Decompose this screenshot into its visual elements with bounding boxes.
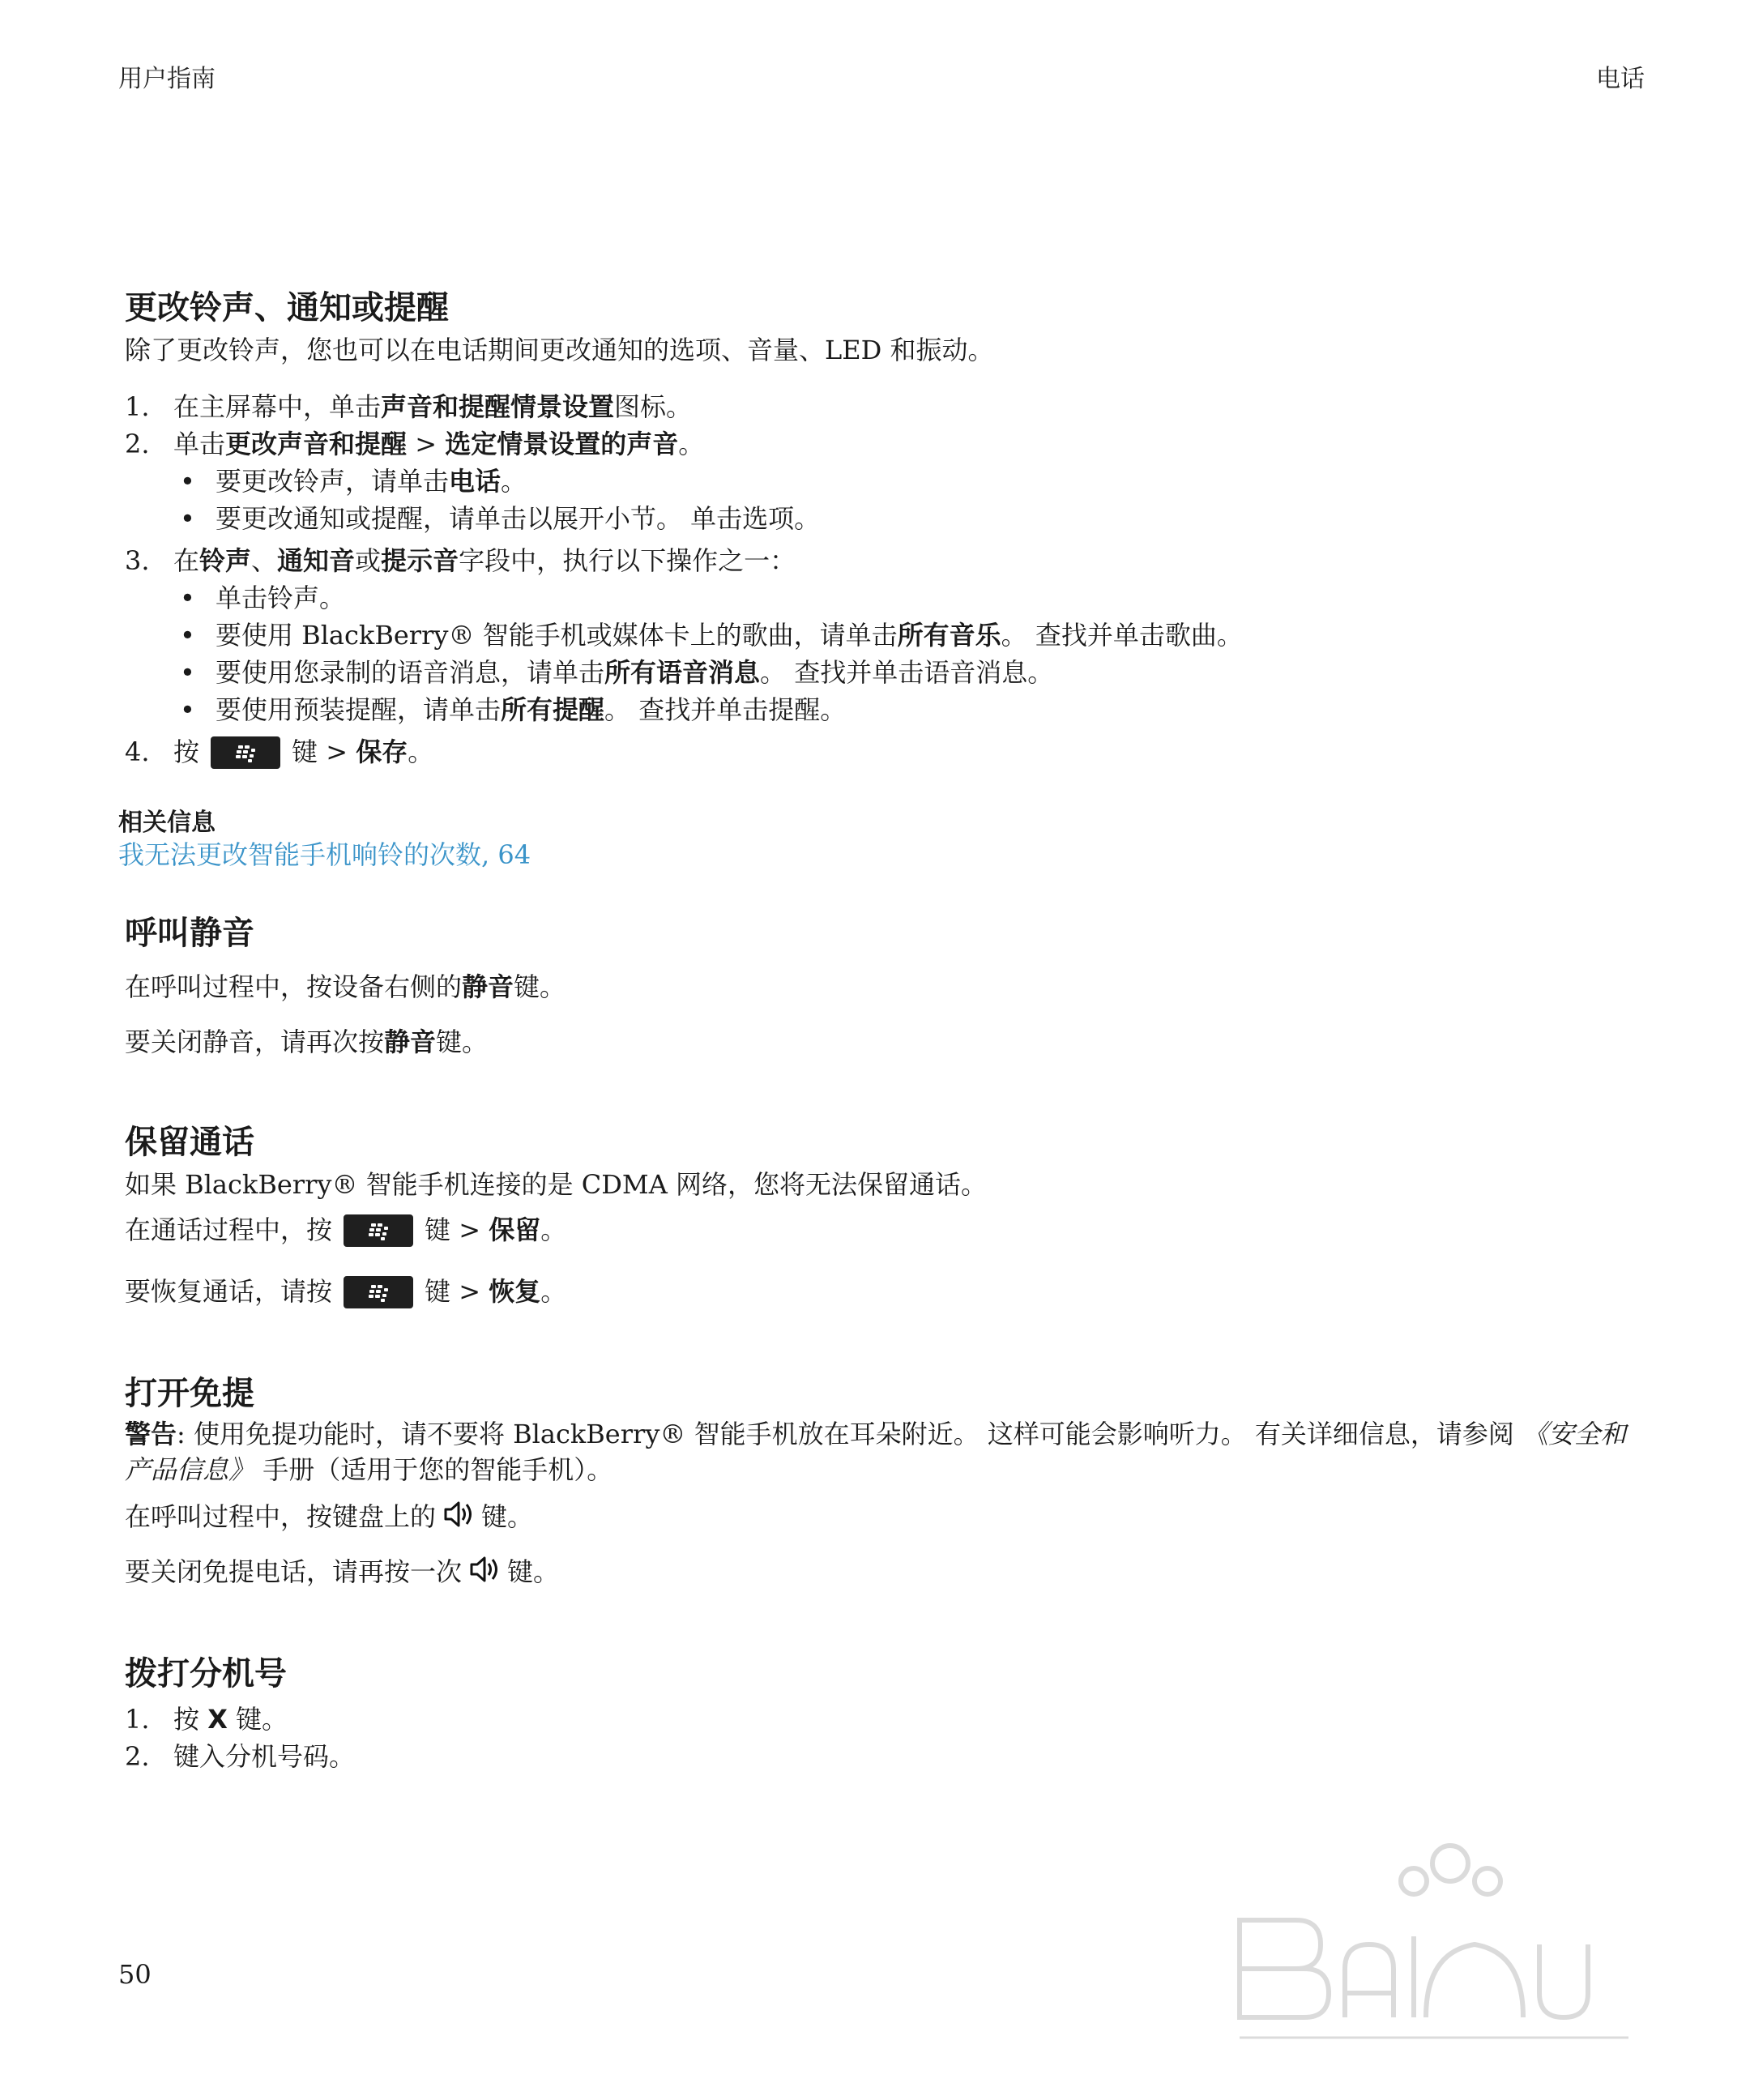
para-bold: 保留 (489, 1214, 541, 1245)
para-bold: 静音 (384, 1027, 437, 1057)
step-bold: 通知音 (277, 545, 356, 576)
step-text: 单击 (173, 429, 226, 459)
step-text: 按 (173, 736, 200, 767)
bullet-text: 要使用您录制的语音消息，请单击 (216, 657, 605, 688)
bullet-bold: 所有语音消息 (604, 657, 761, 688)
section-title-mute-call: 呼叫静音 (125, 915, 254, 952)
step-text: 键。 (227, 1704, 288, 1735)
step-bold: 保存 (356, 736, 408, 767)
step-bold: 铃声 (199, 545, 252, 576)
hold-paragraph-3 (125, 1274, 566, 1310)
section-title-change-ringtone: 更改铃声、通知或提醒 (125, 289, 449, 327)
step-2-bullet-2 (180, 501, 820, 536)
bullet-text: 要使用预装提醒，请单击 (216, 694, 502, 725)
step-3-bullet-2 (180, 617, 1243, 653)
step-3-bullet-3 (180, 655, 1053, 690)
bullet-text: 。 (501, 466, 527, 497)
step-bold: 提示音 (381, 545, 459, 576)
bullet-bold: 所有提醒 (501, 694, 605, 725)
step-text: 。 (678, 429, 705, 459)
para-text: 要恢复通话，请按 (125, 1276, 333, 1307)
bullet-icon: • (180, 466, 195, 497)
step-bold: 更改声音和提醒 (225, 429, 408, 459)
speakerphone-icon (468, 1555, 501, 1593)
related-info-heading: 相关信息 (118, 809, 216, 837)
extension-step-2 (125, 1739, 355, 1774)
para-text: 在呼叫过程中，按键盘上的 (125, 1501, 437, 1532)
para-text: 键 > (425, 1276, 489, 1307)
para-text: 手册（适用于您的智能手机）。 (254, 1454, 613, 1485)
section-title-dial-extension: 拨打分机号 (125, 1655, 287, 1692)
blackberry-menu-key-icon (211, 736, 280, 769)
step-text: 字段中，执行以下操作之一： (459, 545, 796, 576)
step-text: 、 (251, 545, 278, 576)
para-bold: 恢复 (489, 1276, 541, 1307)
manual-title: 《安全和产品信息》 (125, 1419, 1627, 1485)
step-text: 键 > (292, 736, 356, 767)
hold-paragraph-1: 如果 BlackBerry® 智能手机连接的是 CDMA 网络，您将无法保留通话。 (125, 1169, 987, 1200)
step-1 (125, 389, 692, 425)
step-text: 。 (408, 736, 434, 767)
bullet-icon: • (180, 657, 195, 688)
hold-paragraph-2 (125, 1212, 566, 1248)
para-bold: 静音 (462, 971, 514, 1002)
watermark-logo (1231, 1831, 1653, 2058)
mute-paragraph-2 (125, 1024, 488, 1060)
step-3-bullet-1 (180, 580, 345, 616)
header-guide-title: 用户指南 (118, 65, 216, 93)
page-number: 50 (118, 1959, 152, 1990)
bullet-text: 单击铃声。 (216, 583, 346, 613)
step-text: 图标。 (614, 391, 693, 422)
step-3-bullet-4 (180, 692, 846, 728)
step-number: 1. (125, 1704, 150, 1735)
para-text: 键。 (514, 971, 566, 1002)
speakerphone-icon (442, 1500, 475, 1538)
speakerphone-paragraph-1 (125, 1499, 533, 1538)
step-3 (125, 543, 796, 578)
step-4 (125, 734, 433, 770)
speakerphone-paragraph-2 (125, 1554, 559, 1593)
para-text: 要关闭静音，请再次按 (125, 1027, 385, 1057)
step-number: 4. (125, 736, 150, 767)
step-bold: X (207, 1704, 228, 1735)
bullet-bold: 所有音乐 (897, 620, 1001, 651)
extension-step-1 (125, 1701, 288, 1737)
bullet-bold: 电话 (449, 466, 502, 497)
step-text: 或 (355, 545, 382, 576)
step-bold: 声音和提醒情景设置 (381, 391, 615, 422)
para-text: 在通话过程中，按 (125, 1214, 333, 1245)
step-number: 1. (125, 391, 150, 422)
para-text: 。 (540, 1214, 567, 1245)
section-title-speakerphone: 打开免提 (125, 1375, 254, 1412)
bullet-text: 。 查找并单击歌曲。 (1001, 620, 1243, 651)
bullet-icon: • (180, 694, 195, 725)
step-number: 2. (125, 1741, 150, 1772)
blackberry-menu-key-icon (344, 1214, 413, 1247)
bullet-text: 要更改铃声，请单击 (216, 466, 450, 497)
mute-paragraph-1 (125, 969, 566, 1005)
bullet-icon: • (180, 620, 195, 651)
bullet-text: 要使用 BlackBerry® 智能手机或媒体卡上的歌曲，请单击 (216, 620, 898, 651)
bullet-icon: • (180, 583, 195, 613)
step-separator: > (407, 429, 446, 459)
bullet-text: 。 查找并单击语音消息。 (760, 657, 1054, 688)
para-text: 在呼叫过程中，按设备右侧的 (125, 971, 463, 1002)
step-bold: 选定情景设置的声音 (445, 429, 679, 459)
warning-label: 警告 (125, 1419, 177, 1449)
para-text: 键 > (425, 1214, 489, 1245)
blackberry-menu-key-icon (344, 1276, 413, 1308)
speakerphone-warning (125, 1416, 1648, 1488)
step-2-bullet-1 (180, 463, 527, 499)
step-text: 在主屏幕中，单击 (173, 391, 382, 422)
step-text: 在 (173, 545, 200, 576)
para-text: 键。 (436, 1027, 489, 1057)
para-text: 要关闭免提电话，请再按一次 (125, 1556, 463, 1587)
step-text: 按 (173, 1704, 208, 1735)
bullet-text: 要更改通知或提醒，请单击以展开小节。 单击选项。 (216, 503, 821, 534)
related-info-link[interactable]: 我无法更改智能手机响铃的次数, 64 (118, 839, 531, 870)
step-number: 3. (125, 545, 150, 576)
para-text: 键。 (507, 1556, 560, 1587)
step-text: 键入分机号码。 (173, 1741, 356, 1772)
header-chapter-title: 电话 (1596, 65, 1645, 93)
bullet-text: 。 查找并单击提醒。 (604, 694, 847, 725)
step-2 (125, 426, 704, 462)
para-text: 键。 (481, 1501, 534, 1532)
para-text: 。 (540, 1276, 567, 1307)
para-text: : 使用免提功能时，请不要将 BlackBerry® 智能手机放在耳朵附近。 这样可能会影响听力。 有关详细信息，请参阅 (177, 1419, 1523, 1449)
section-title-hold-call: 保留通话 (125, 1124, 254, 1161)
step-number: 2. (125, 429, 150, 459)
section-intro: 除了更改铃声，您也可以在电话期间更改通知的选项、音量、LED 和振动。 (125, 335, 994, 365)
bullet-icon: • (180, 503, 195, 534)
